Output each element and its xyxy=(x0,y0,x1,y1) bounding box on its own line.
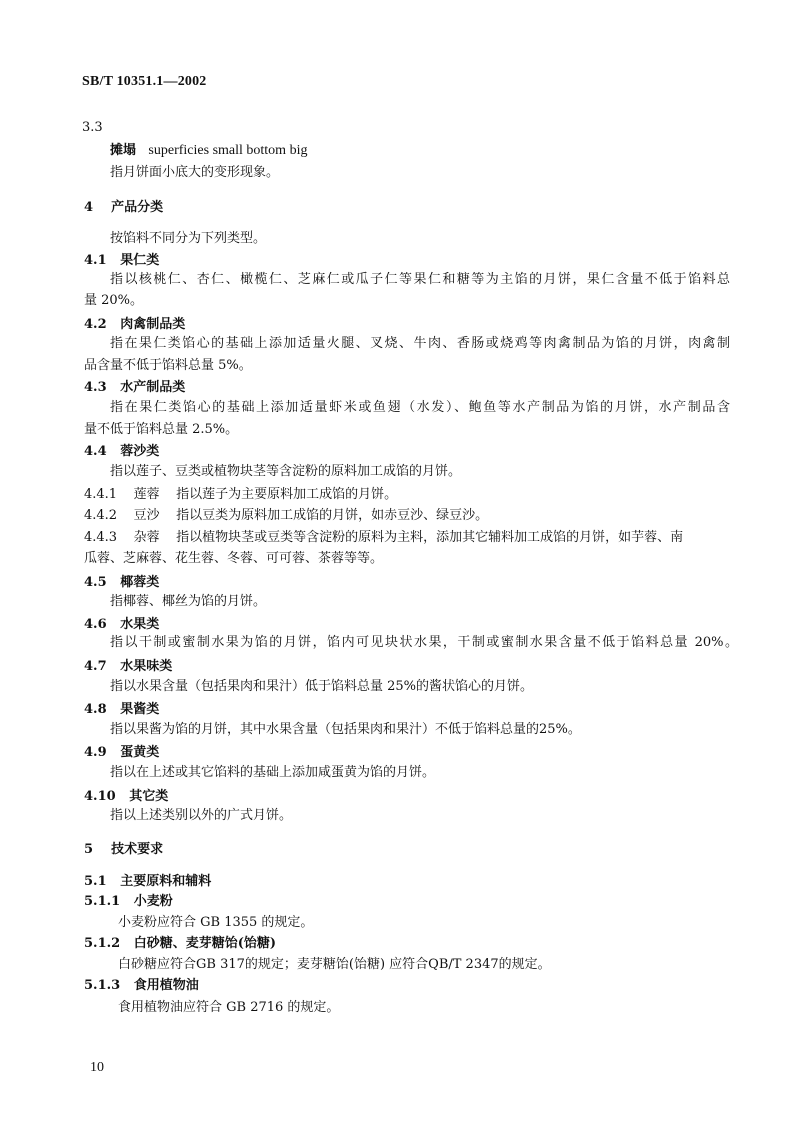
subclause-number: 4.4.2 xyxy=(84,508,118,523)
subclause-text: 指以莲子为主要原料加工成馅的月饼。 xyxy=(176,487,398,502)
subclause-text: 指以植物块茎或豆类等含淀粉的原料为主料，添加其它辅料加工成馅的月饼，如芋蓉、南 xyxy=(176,530,684,545)
clause-heading-4-2 xyxy=(84,315,185,335)
subclause-title: 小麦粉 xyxy=(133,894,173,909)
clause-heading-4-7 xyxy=(84,657,172,677)
clause-heading-4-6 xyxy=(84,615,159,635)
paragraph-line: 指椰蓉、椰丝为馅的月饼。 xyxy=(110,594,267,609)
paragraph-line: 指在果仁类馅心的基础上添加适量虾米或鱼翅（水发）、鲍鱼等水产制品为馅的月饼，水产制品含 xyxy=(110,400,730,415)
paragraph-line: 白砂糖应符合GB 317的规定；麦芽糖饴(饴糖) 应符合QB/T 2347的规定。 xyxy=(118,957,551,972)
term-english: superficies small bottom big xyxy=(148,143,308,158)
clause-number: 4.6 xyxy=(84,617,107,632)
clause-number-3-3: 3.3 xyxy=(82,120,103,135)
page-number: 10 xyxy=(90,1060,104,1075)
subclause-4-4-2 xyxy=(84,506,488,526)
clause-number: 4.7 xyxy=(84,659,107,674)
clause-title: 主要原料和辅料 xyxy=(120,874,212,889)
clause-number: 4.4 xyxy=(84,444,107,459)
paragraph-line: 瓜蓉、芝麻蓉、花生蓉、冬蓉、可可蓉、茶蓉等等。 xyxy=(84,551,384,566)
clause-title: 水果类 xyxy=(120,617,160,632)
paragraph-line: 量不低于馅料总量 2.5%。 xyxy=(84,422,239,437)
paragraph-line: 指以果酱为馅的月饼，其中水果含量（包括果肉和果汁）不低于馅料总量的25%。 xyxy=(110,722,581,737)
clause-title: 肉禽制品类 xyxy=(120,317,186,332)
paragraph-line: 指以上述类别以外的广式月饼。 xyxy=(110,808,293,823)
paragraph-line: 食用植物油应符合 GB 2716 的规定。 xyxy=(118,1000,340,1015)
clause-heading-4-5 xyxy=(84,573,159,593)
subclause-number: 4.4.3 xyxy=(84,530,118,545)
clause-title: 水产制品类 xyxy=(120,380,186,395)
subclause-title: 白砂糖、麦芽糖饴(饴糖) xyxy=(133,936,277,951)
subclause-number: 5.1.1 xyxy=(84,894,121,909)
paragraph-line: 指以核桃仁、杏仁、橄榄仁、芝麻仁或瓜子仁等果仁和糖等为主馅的月饼，果仁含量不低于馅料总 xyxy=(110,272,730,287)
paragraph-line: 指以莲子、豆类或植物块茎等含淀粉的原料加工成馅的月饼。 xyxy=(110,464,462,479)
section-number: 5 xyxy=(84,842,94,857)
clause-title: 水果味类 xyxy=(120,659,173,674)
subclause-number: 5.1.2 xyxy=(84,936,121,951)
clause-heading-4-3 xyxy=(84,378,185,398)
clause-title: 椰蓉类 xyxy=(120,575,160,590)
clause-number: 4.1 xyxy=(84,253,107,268)
clause-heading-4-8 xyxy=(84,700,159,720)
subclause-heading-5-1-1 xyxy=(84,892,173,912)
clause-number: 4.9 xyxy=(84,745,107,760)
paragraph-line: 小麦粉应符合 GB 1355 的规定。 xyxy=(118,915,314,930)
standard-number-header: SB/T 10351.1—2002 xyxy=(82,74,207,89)
clause-number: 5.1 xyxy=(84,874,107,889)
section-title: 产品分类 xyxy=(111,200,164,215)
section-heading-5 xyxy=(84,840,163,860)
subclause-heading-5-1-2 xyxy=(84,934,276,954)
paragraph-line: 量 20%。 xyxy=(84,293,144,308)
paragraph-line: 指以干制或蜜制水果为馅的月饼，馅内可见块状水果，干制或蜜制水果含量不低于馅料总量 20%。 xyxy=(110,635,738,650)
subclause-4-4-3 xyxy=(84,528,683,548)
clause-title: 果仁类 xyxy=(120,253,160,268)
section-heading-4 xyxy=(84,198,163,218)
clause-heading-5-1 xyxy=(84,872,211,892)
subclause-title: 食用植物油 xyxy=(133,978,199,993)
paragraph-line: 品含量不低于馅料总量 5%。 xyxy=(84,358,252,373)
clause-title: 其它类 xyxy=(129,789,169,804)
clause-number: 4.8 xyxy=(84,702,107,717)
clause-heading-4-4 xyxy=(84,442,159,462)
subclause-heading-5-1-3 xyxy=(84,976,199,996)
term-definition: 指月饼面小底大的变形现象。 xyxy=(110,165,280,180)
clause-number: 4.2 xyxy=(84,317,107,332)
section-number: 4 xyxy=(84,200,94,215)
subclause-name: 杂蓉 xyxy=(133,530,160,545)
clause-number: 4.3 xyxy=(84,380,107,395)
term-entry xyxy=(110,141,307,161)
subclause-number: 4.4.1 xyxy=(84,487,118,502)
subclause-name: 豆沙 xyxy=(133,508,160,523)
clause-number: 4.10 xyxy=(84,789,116,804)
section-title: 技术要求 xyxy=(111,842,164,857)
term-chinese: 摊塌 xyxy=(110,143,137,158)
clause-title: 果酱类 xyxy=(120,702,160,717)
clause-heading-4-10 xyxy=(84,787,168,807)
section-intro: 按馅料不同分为下列类型。 xyxy=(110,231,267,246)
paragraph-line: 指以水果含量（包括果肉和果汁）低于馅料总量 25%的酱状馅心的月饼。 xyxy=(110,679,534,694)
clause-title: 蓉沙类 xyxy=(120,444,160,459)
clause-heading-4-9 xyxy=(84,743,159,763)
subclause-name: 莲蓉 xyxy=(133,487,160,502)
clause-heading-4-1 xyxy=(84,251,159,271)
paragraph-line: 指在果仁类馅心的基础上添加适量火腿、叉烧、牛肉、香肠或烧鸡等肉禽制品为馅的月饼，肉禽制 xyxy=(110,336,730,351)
subclause-4-4-1 xyxy=(84,485,397,505)
clause-title: 蛋黄类 xyxy=(120,745,160,760)
clause-number: 4.5 xyxy=(84,575,107,590)
paragraph-line: 指以在上述或其它馅料的基础上添加咸蛋黄为馅的月饼。 xyxy=(110,765,436,780)
subclause-number: 5.1.3 xyxy=(84,978,121,993)
subclause-text: 指以豆类为原料加工成馅的月饼，如赤豆沙、绿豆沙。 xyxy=(176,508,489,523)
